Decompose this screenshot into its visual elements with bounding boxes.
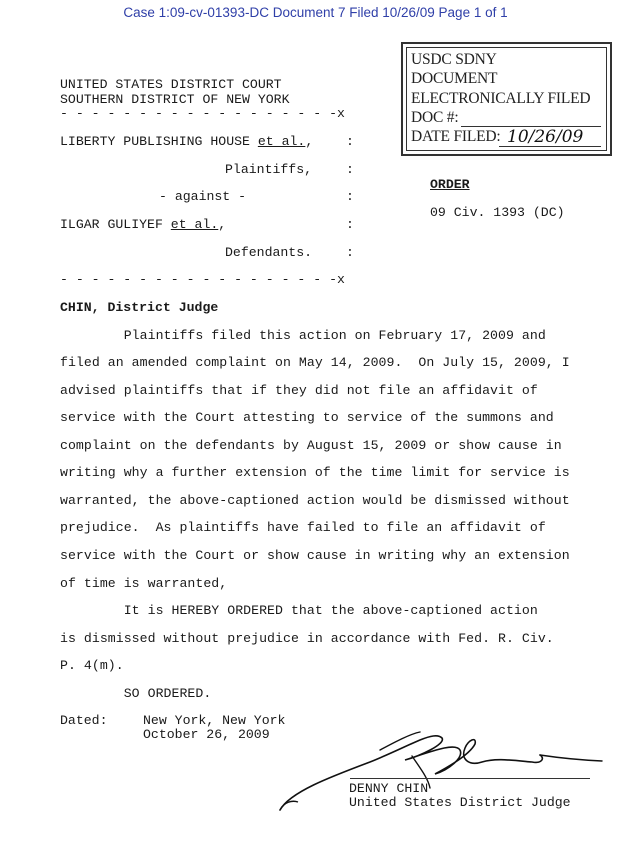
stamp-doc-number: DOC #: (411, 109, 459, 126)
plaintiff-comma: , (305, 134, 314, 149)
body-line: service with the Court attesting to service of the summons and (60, 410, 554, 425)
court-name: UNITED STATES DISTRICT COURT (60, 77, 282, 92)
case-number: 09 Civ. 1393 (DC) (430, 205, 565, 220)
body-line: of time is warranted, (60, 576, 228, 591)
body-line: prejudice. As plaintiffs have failed to file an affidavit of (60, 520, 546, 535)
body-line: complaint on the defendants by August 15, 2009 or show cause in (60, 438, 562, 453)
stamp-date-rule (499, 146, 601, 147)
caption-colon: : (346, 134, 354, 149)
judge-heading: CHIN, District Judge (60, 300, 219, 315)
defendant-comma: , (218, 217, 227, 232)
so-ordered: SO ORDERED. (60, 686, 212, 701)
defendants-label: Defendants. (225, 245, 313, 260)
judge-name: DENNY CHIN (349, 781, 429, 796)
caption-colon: : (346, 217, 354, 232)
caption-rule-bottom: - - - - - - - - - - - - - - - - - -x (60, 272, 345, 287)
signature-rule (350, 778, 590, 779)
body-line: Plaintiffs filed this action on February 17, 2009 and (60, 328, 546, 343)
dated-date: October 26, 2009 (143, 727, 270, 742)
body-line: is dismissed without prejudice in accordance with Fed. R. Civ. (60, 631, 554, 646)
defendant-name: ILGAR GULIYEF (60, 217, 171, 232)
stamp-date-filed-label: DATE FILED: (411, 128, 501, 145)
body-line: advised plaintiffs that if they did not file an affidavit of (60, 383, 538, 398)
body-line: P. 4(m). (60, 658, 124, 673)
dated-label: Dated: (60, 713, 108, 728)
defendant-line (60, 217, 226, 232)
stamp-court: USDC SDNY (411, 51, 497, 68)
body-line: filed an amended complaint on May 14, 2009. On July 15, 2009, I (60, 355, 570, 370)
plaintiff-name: LIBERTY PUBLISHING HOUSE (60, 134, 258, 149)
caption-colon: : (346, 162, 354, 177)
plaintiffs-label: Plaintiffs, (225, 162, 313, 177)
defendant-et-al: et al. (170, 217, 219, 232)
caption-rule-top: - - - - - - - - - - - - - - - - - -x (60, 106, 345, 121)
body-line: service with the Court or show cause in writing why an extension (60, 548, 570, 563)
usdc-filing-stamp (401, 42, 612, 156)
court-district: SOUTHERN DISTRICT OF NEW YORK (60, 92, 290, 107)
caption-colon: : (346, 245, 354, 260)
stamp-document: DOCUMENT (411, 70, 498, 87)
body-line: writing why a further extension of the time limit for service is (60, 465, 570, 480)
order-title: ORDER (430, 177, 470, 192)
stamp-date-filed-value: 10/26/09 (507, 127, 584, 147)
body-line: It is HEREBY ORDERED that the above-captioned action (60, 603, 538, 618)
judge-title: United States District Judge (349, 795, 571, 810)
caption-colon: : (346, 189, 354, 204)
plaintiff-et-al: et al. (257, 134, 306, 149)
against-label: - against - (159, 189, 247, 204)
stamp-electronically-filed: ELECTRONICALLY FILED (411, 90, 591, 107)
body-line: warranted, the above-captioned action would be dismissed without (60, 493, 570, 508)
plaintiff-line (60, 134, 313, 149)
dated-place: New York, New York (143, 713, 286, 728)
filing-header: Case 1:09-cv-01393-DC Document 7 Filed 10/26/09 Page 1 of 1 (123, 5, 508, 20)
